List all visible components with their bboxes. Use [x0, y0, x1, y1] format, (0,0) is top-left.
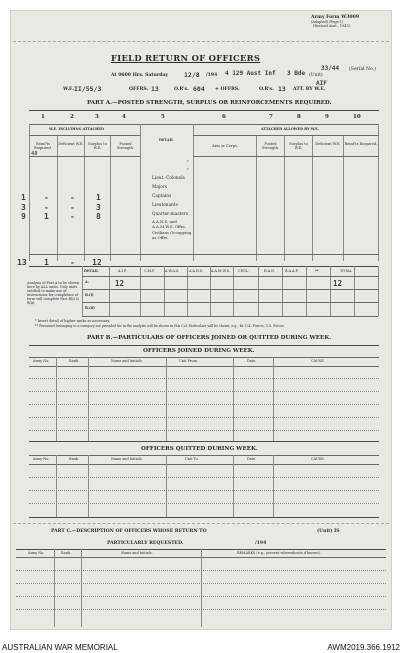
part-c-col-remarks: REMARKS (e.g., present whereabouts if known).	[237, 551, 321, 555]
captains-c1: 3	[21, 203, 26, 212]
majors-c3: -	[70, 193, 75, 202]
analysis-col-aif: A.I.F.	[118, 269, 127, 273]
joined-col-unit-from: Unit From.	[179, 359, 198, 363]
part-c-subtitle: PARTICULARLY REQUESTED.	[107, 541, 184, 546]
we-including-attached: W.E. INCLUDING ATTACHED	[49, 127, 104, 131]
attached-allowed: ATTACHED ALLOWED BY W.E.	[261, 127, 319, 131]
we-label: W.E.	[63, 87, 75, 92]
offrs-value: 13	[151, 85, 159, 93]
header-surplus: Surplus to W.E.	[88, 142, 107, 150]
joined-col-cause: CAUSE.	[311, 359, 325, 363]
part-c-col-army-no: Army No.	[28, 551, 45, 555]
col-number: 3	[95, 114, 99, 120]
analysis-row-a: A.	[85, 280, 89, 284]
rank-lieut-colonels: Lieut.-Colonels	[152, 176, 185, 181]
ors-value: 604	[193, 85, 205, 93]
col-number: 1	[41, 114, 45, 120]
captains-c2: -	[44, 203, 49, 212]
date-value: 12/8	[184, 71, 200, 79]
rank-aans-aamws: A.A.N.S. and A.A.M.W.S. Offrs.	[152, 219, 186, 229]
lieutenants-c2: 1	[44, 212, 49, 221]
part-c-unit: (Unit) IS	[317, 529, 340, 534]
col-number: 9	[325, 114, 329, 120]
form-code: Army Form W3009	[311, 15, 360, 20]
time-line: At 0600 Hrs. Saturday	[111, 73, 169, 78]
offrs-label: OFFRS.	[129, 87, 149, 92]
analysis-col-detail: DETAIL	[84, 269, 99, 273]
serial-value: 33/44	[321, 65, 340, 72]
ors2-label: O.R's.	[259, 87, 274, 92]
asterisk-mark: *	[187, 168, 189, 172]
rank-lieutenants: Lieutenants	[152, 203, 178, 208]
analysis-a-aif: 12	[115, 279, 125, 288]
col-number: 2	[70, 114, 74, 120]
unit-suffix: (Unit)	[309, 73, 323, 78]
quitted-title: OFFICERS QUITTED DURING WEEK.	[141, 446, 258, 452]
margin-note: 48	[31, 151, 38, 157]
att-label: ATT. BY W.E.	[293, 87, 326, 92]
col-number: 5	[161, 114, 165, 120]
lieutenants-c4: 8	[96, 212, 101, 221]
col-number: 10	[353, 114, 361, 120]
unit-line-3: AIF	[316, 80, 327, 87]
serial-label: (Serial No.)	[349, 67, 376, 72]
quitted-col-rank: Rank.	[69, 457, 79, 461]
quitted-col-unit-to: Unit To.	[185, 457, 199, 461]
part-c-title: PART C.—DESCRIPTION OF OFFICERS WHOSE RETURN TO	[51, 529, 207, 534]
form-sheet	[10, 10, 392, 630]
majors-c2: -	[44, 193, 49, 202]
part-c-col-name: Name and Initials.	[121, 551, 153, 555]
ors-label: O.R's.	[174, 87, 189, 92]
captains-c3: -	[70, 203, 75, 212]
lieutenants-c1: 9	[21, 212, 26, 221]
joined-col-date: Date.	[247, 359, 257, 363]
col-number: 7	[269, 114, 273, 120]
joined-title: OFFICERS JOINED DURING WEEK.	[143, 348, 255, 354]
footer-left: AUSTRALIAN WAR MEMORIAL	[2, 643, 118, 652]
header-deficient-right: Deficient W.E.	[315, 142, 341, 146]
majors-c1: 1	[21, 193, 26, 202]
header-reinfts: Reinf'ts Required.	[34, 142, 52, 150]
detail-header: DETAIL	[159, 138, 174, 142]
header-deficient: Deficient W.E.	[58, 142, 84, 146]
header-posted-right: Posted Strength.	[261, 142, 280, 150]
header-reinfts-right: Reinf'ts Required.	[344, 142, 378, 146]
fold-line	[13, 523, 389, 524]
rank-civilians: Civilians Occupying as Offrs.	[152, 230, 192, 240]
we-value: II/55/3	[74, 85, 102, 93]
total-c4: 12	[92, 258, 102, 267]
footnote-2: ** Personnel belonging to a category not provided for in the analysis will be shown in this Col. Particulars will be shown, e.g., Br. U.K. Forces; U.S. Forces	[35, 324, 284, 328]
analysis-row-bi: B.(i)	[85, 293, 94, 297]
quitted-col-name: Name and Initials.	[111, 457, 143, 461]
quitted-col-date: Date.	[247, 457, 257, 461]
header-arm-corps: Arm or Corps.	[212, 144, 238, 148]
captains-c4: 3	[96, 203, 101, 212]
part-c-col-rank: Rank.	[61, 551, 71, 555]
analysis-col-raaf: R.A.A.F.	[285, 269, 299, 273]
form-revised: (Revised Aust., 1943)	[313, 24, 350, 28]
analysis-col-total: TOTAL	[340, 269, 352, 273]
quitted-col-cause: CAUSE.	[311, 457, 325, 461]
total-c1: 13	[17, 258, 27, 267]
joined-col-army-no: Army No.	[33, 359, 50, 363]
part-b-title: PART B.—PARTICULARS OF OFFICERS JOINED OR QUITTED DURING WEEK.	[87, 335, 332, 341]
unit-line-2: 3 Bde	[287, 70, 306, 77]
rank-quarter-masters: Quarter-masters	[152, 212, 189, 217]
part-a-title: PART A.—POSTED STRENGTH, SURPLUS OR REINFORCEMENTS REQUIRED.	[87, 100, 332, 106]
col-number: 8	[297, 114, 301, 120]
analysis-col-cmf: C.M.F.	[144, 269, 156, 273]
analysis-col-ran: R.A.N.	[264, 269, 275, 273]
joined-col-rank: Rank.	[69, 359, 79, 363]
analysis-col-aans: A.A.N.S.	[189, 269, 204, 273]
part-c-date: /194	[255, 541, 267, 546]
footer-bar	[0, 641, 402, 653]
ors2-value: 13	[278, 85, 286, 93]
col-number: 4	[122, 114, 126, 120]
footnote-1: * Insert detail of higher ranks as necessary.	[35, 319, 110, 323]
analysis-note: Analysis of Part A to be shown here by ALL units. Only units entitled to make use of instructions for completion of form will complete Part B(i) & B(ii).	[27, 281, 80, 306]
analysis-col-other: **	[315, 269, 319, 273]
majors-c4: 1	[96, 193, 101, 202]
analysis-col-civil: CIVIL.	[238, 269, 250, 273]
rank-majors: Majors	[152, 185, 168, 190]
asterisk-mark: *	[187, 160, 189, 164]
rank-captains: Captains	[152, 194, 172, 199]
fold-line	[13, 41, 389, 42]
plus-offrs-label: + OFFRS.	[215, 87, 240, 92]
total-c3: -	[70, 258, 75, 267]
analysis-a-total: 12	[333, 279, 343, 288]
header-posted: Posted Strength.	[116, 142, 135, 150]
unit-line-1: 4 129 Aust Inf	[225, 70, 276, 77]
col-number: 6	[222, 114, 226, 120]
footer-right: AWM2019.366.1912	[327, 643, 400, 652]
year-text: /194	[206, 73, 218, 78]
joined-col-name: Name and Initials.	[111, 359, 143, 363]
analysis-col-awas: A.W.A.S.	[165, 269, 180, 273]
form-adapted: (Adapted) (Page 1)	[311, 20, 344, 24]
quitted-col-army-no: Army No.	[33, 457, 50, 461]
analysis-col-aamws: A.A.M.W.S.	[211, 269, 230, 273]
header-surplus-right: Surplus to W.E.	[289, 142, 308, 150]
total-c2: 1	[44, 258, 49, 267]
analysis-row-bii: B.(ii)	[85, 306, 95, 310]
form-title: FIELD RETURN OF OFFICERS	[111, 53, 261, 63]
lieutenants-c3: -	[70, 212, 75, 221]
